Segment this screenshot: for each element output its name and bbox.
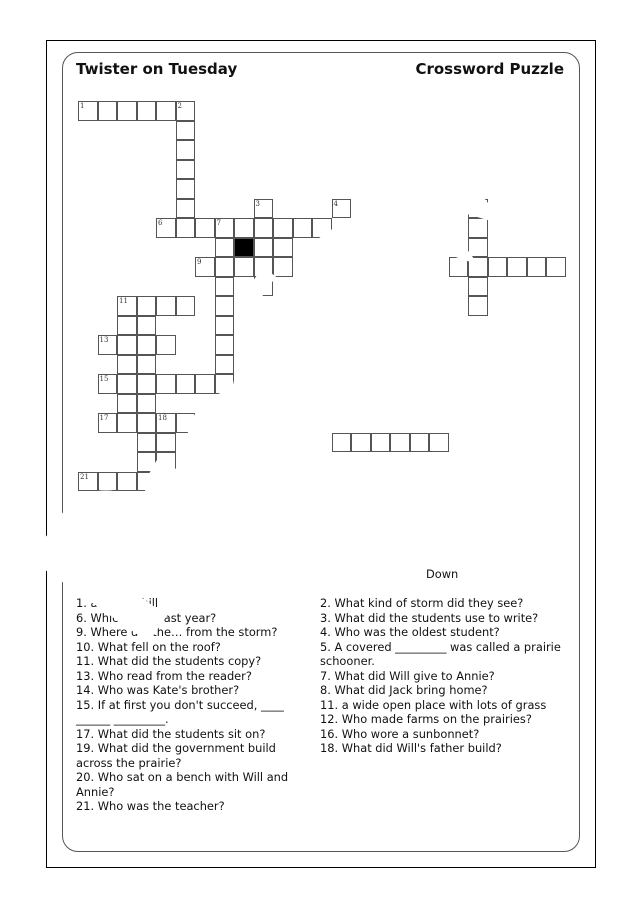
grid-cell[interactable] (215, 296, 235, 316)
across-clue: 17. What did the students sit on? (76, 726, 266, 741)
clue-number: 13 (99, 336, 109, 344)
grid-cell[interactable] (527, 257, 547, 277)
grid-cell[interactable] (137, 472, 157, 492)
down-clue: 8. What did Jack bring home? (320, 683, 488, 697)
grid-cell[interactable] (176, 296, 196, 316)
grid-cell[interactable] (117, 394, 137, 414)
grid-cell[interactable] (98, 101, 118, 121)
grid-cell[interactable] (410, 433, 430, 453)
grid-cell[interactable] (215, 257, 235, 277)
across-clue: 14. Who was Kate's brother? (76, 683, 240, 697)
across-clue: 10. What fell on the roof? (76, 639, 221, 654)
grid-cell[interactable] (117, 374, 137, 394)
across-clues (76, 596, 311, 814)
down-clue: 5. A covered _________ was called a prairie schooner. (320, 639, 561, 668)
clue-number: 7 (216, 219, 221, 227)
grid-cell[interactable] (507, 257, 527, 277)
grid-cell[interactable] (468, 218, 488, 238)
grid-cell[interactable] (117, 316, 137, 336)
puzzle-title: Twister on Tuesday (76, 60, 238, 78)
down-clues (320, 596, 570, 756)
across-clue: 11. What did the students copy? (76, 654, 262, 668)
clue-number: 5 (470, 199, 475, 208)
grid-cell[interactable] (468, 238, 488, 258)
grid-cell[interactable] (176, 160, 196, 180)
grid-cell[interactable] (468, 277, 488, 297)
clue-number: 11 (119, 297, 128, 305)
puzzle-type: Crossword Puzzle (415, 60, 564, 78)
clue-number: 18 (158, 414, 167, 422)
clue-number: 6 (158, 219, 163, 227)
grid-cell[interactable] (117, 101, 137, 121)
grid-cell[interactable] (273, 257, 293, 277)
down-clue: 4. Who was the oldest student? (320, 625, 500, 639)
black-cell (234, 238, 254, 258)
grid-cell[interactable] (137, 335, 157, 355)
clue-number: 17 (99, 414, 109, 422)
grid-cell[interactable] (137, 452, 157, 472)
grid-cell[interactable] (215, 355, 235, 375)
grid-cell[interactable] (137, 433, 157, 453)
grid-cell[interactable] (312, 218, 332, 238)
across-clue: 1. a hom… hill (76, 596, 159, 610)
grid-cell[interactable] (117, 355, 137, 375)
grid-cell[interactable] (215, 335, 235, 355)
grid-cell[interactable] (156, 296, 176, 316)
grid-cell[interactable] (254, 218, 274, 238)
grid-cell[interactable] (137, 394, 157, 414)
down-clue: 16. Who wore a sunbonnet? (320, 726, 480, 741)
grid-cell[interactable] (156, 335, 176, 355)
grid-cell[interactable] (176, 101, 196, 121)
grid-cell[interactable] (176, 199, 196, 219)
grid-cell[interactable] (117, 413, 137, 433)
down-clue: 7. What did Will give to Annie? (320, 668, 495, 683)
grid-cell[interactable] (351, 433, 371, 453)
grid-cell[interactable] (137, 101, 157, 121)
grid-cell[interactable] (273, 238, 293, 258)
grid-cell[interactable] (215, 277, 235, 297)
grid-cell[interactable] (156, 218, 176, 238)
grid-cell[interactable] (254, 238, 274, 258)
grid-cell[interactable] (449, 257, 469, 277)
across-clue: 15. If at first you don't succeed, ____ ______ _________. (76, 697, 284, 726)
grid-cell[interactable] (546, 257, 566, 277)
across-clue: 21. Who was the teacher? (76, 799, 225, 813)
clue-number: 3 (255, 199, 260, 208)
clue-number: 1 (80, 102, 85, 110)
grid-cell[interactable] (78, 101, 98, 121)
grid-cell[interactable] (156, 452, 176, 472)
grid-cell[interactable] (117, 472, 137, 492)
across-clue: 9. Where did the… from the storm? (76, 625, 278, 639)
grid-cell[interactable] (98, 472, 118, 492)
grid-cell[interactable] (176, 121, 196, 141)
down-heading: Down (426, 567, 459, 581)
grid-cell[interactable] (156, 374, 176, 394)
down-clue: 12. Who made farms on the prairies? (320, 712, 532, 726)
grid-cell[interactable] (488, 257, 508, 277)
across-clue: 6. Which ins… last year? (76, 610, 217, 625)
grid-cell[interactable] (156, 433, 176, 453)
grid-cell[interactable] (234, 218, 254, 238)
grid-cell[interactable] (215, 316, 235, 336)
grid-cell[interactable] (156, 101, 176, 121)
grid-cell[interactable] (98, 374, 118, 394)
grid-cell[interactable] (390, 433, 410, 453)
down-clue: 2. What kind of storm did they see? (320, 596, 524, 610)
grid-cell[interactable] (254, 277, 274, 297)
grid-cell[interactable] (78, 472, 98, 492)
grid-cell[interactable] (195, 374, 215, 394)
clue-number: 21 (80, 472, 89, 481)
grid-cell[interactable] (98, 413, 118, 433)
grid-cell[interactable] (156, 413, 176, 433)
down-clue: 18. What did Will's father build? (320, 741, 502, 755)
grid-cell[interactable] (332, 199, 352, 219)
clue-number: 15 (99, 375, 109, 383)
grid-cell[interactable] (176, 374, 196, 394)
grid-cell[interactable] (176, 140, 196, 160)
grid-cell[interactable] (429, 433, 449, 453)
down-clue: 11. a wide open place with lots of grass (320, 697, 547, 712)
clue-number: 4 (333, 199, 338, 208)
grid-cell[interactable] (176, 413, 196, 433)
grid-cell[interactable] (273, 218, 293, 238)
grid-cell[interactable] (137, 413, 157, 433)
across-clue: 13. Who read from the reader? (76, 668, 252, 683)
grid-cell[interactable] (332, 433, 352, 453)
grid-cell[interactable] (137, 355, 157, 375)
grid-cell[interactable] (117, 296, 137, 316)
grid-cell[interactable] (195, 218, 215, 238)
grid-cell[interactable] (468, 199, 488, 219)
grid-cell[interactable] (468, 296, 488, 316)
grid-cell[interactable] (254, 199, 274, 219)
grid-cell[interactable] (137, 374, 157, 394)
grid-cell[interactable] (215, 374, 235, 394)
grid-cell[interactable] (176, 218, 196, 238)
clue-number: 2 (177, 102, 182, 110)
grid-cell[interactable] (293, 218, 313, 238)
grid-cell[interactable] (117, 335, 137, 355)
down-clue: 3. What did the students use to write? (320, 610, 539, 625)
across-clue: 19. What did the government build across the prairie? (76, 741, 276, 770)
grid-cell[interactable] (98, 335, 118, 355)
grid-cell[interactable] (137, 296, 157, 316)
grid-cell[interactable] (371, 433, 391, 453)
grid-cell[interactable] (176, 179, 196, 199)
grid-cell[interactable] (234, 257, 254, 277)
clue-number: 9 (197, 258, 202, 266)
grid-cell[interactable] (137, 316, 157, 336)
grid-cell[interactable] (468, 257, 488, 277)
across-clue: 20. Who sat on a bench with Will and Annie? (76, 770, 289, 799)
grid-cell[interactable] (215, 238, 235, 258)
grid-cell[interactable] (254, 257, 274, 277)
grid-cell[interactable] (195, 257, 215, 277)
grid-cell[interactable] (215, 218, 235, 238)
